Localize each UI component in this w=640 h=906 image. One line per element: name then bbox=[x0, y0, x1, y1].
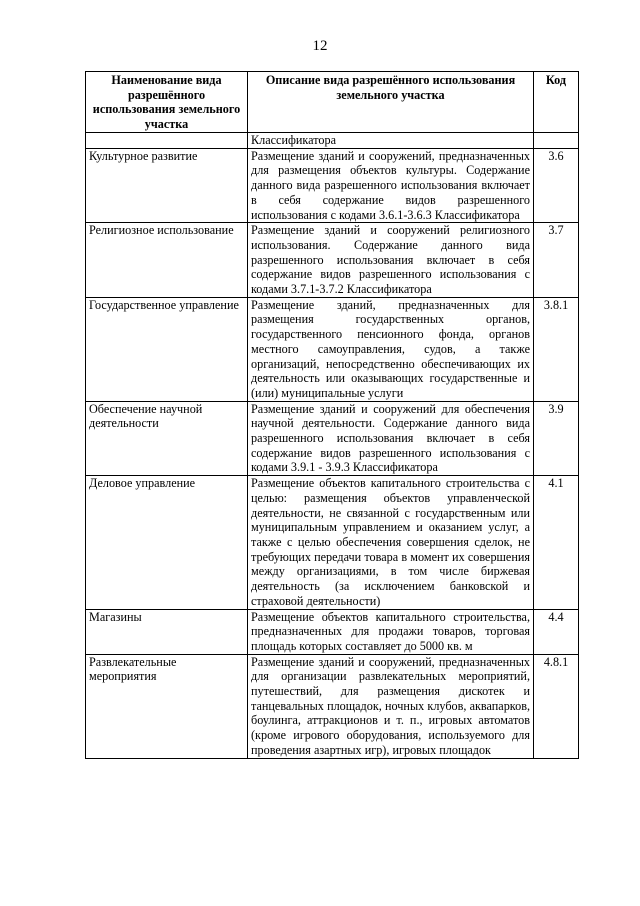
page-number: 12 bbox=[312, 38, 328, 54]
cell-name: Культурное развитие bbox=[86, 148, 248, 223]
cell-code: 4.1 bbox=[534, 476, 579, 609]
header-name: Наименование вида разрешённого использования земельного участка bbox=[86, 72, 248, 133]
cell-code: 3.6 bbox=[534, 148, 579, 223]
table-row bbox=[86, 401, 579, 476]
table-header-row bbox=[86, 72, 579, 133]
table-row bbox=[86, 654, 579, 758]
header-code: Код bbox=[534, 72, 579, 133]
cell-description: Размещение зданий и сооружений для обеспечения научной деятельности. Содержание данного вида разрешенного использования включает в себя содержание видов разрешенного использования с кодами 3.9.1 - 3.9.3 Классификатора bbox=[248, 401, 534, 476]
cell-name: Развлекательные мероприятия bbox=[86, 654, 248, 758]
land-use-table bbox=[85, 71, 579, 759]
table-row bbox=[86, 223, 579, 298]
cell-empty bbox=[534, 133, 579, 149]
cell-description: Размещение объектов капитального строительства, предназначенных для продажи товаров, торговая площадь которых составляет до 5000 кв. м bbox=[248, 609, 534, 654]
cell-code: 4.8.1 bbox=[534, 654, 579, 758]
cell-code: 3.7 bbox=[534, 223, 579, 298]
cell-empty bbox=[86, 133, 248, 149]
cell-description: Размещение зданий и сооружений, предназначенных для размещения объектов культуры. Содержание данного вида разрешенного использования включает в себя содержание видов разрешенного использования с кодами 3.6.1-3.6.3 Классификатора bbox=[248, 148, 534, 223]
cell-description: Размещение зданий и сооружений религиозного использования. Содержание данного вида разрешенного использования включает в себя содержание видов разрешенного использования с кодами 3.7.1-3.7.2 Классификатора bbox=[248, 223, 534, 298]
cell-description: Размещение объектов капитального строительства с целью: размещения объектов управленческой деятельности, не связанной с государственным или муниципальным управлением и оказанием услуг, а также с целью обеспечения совершения сделок, не требующих передачи товара в момент их совершения между организациями, в том числе биржевая деятельность (за исключением банковской и страховой деятельности) bbox=[248, 476, 534, 609]
cell-description: Размещение зданий, предназначенных для размещения государственных органов, государственного пенсионного фонда, органов местного самоуправления, судов, а также организаций, непосредственно обеспечивающих их деятельность или оказывающих государственные и (или) муниципальные услуги bbox=[248, 297, 534, 401]
table-row bbox=[86, 297, 579, 401]
cell-name: Магазины bbox=[86, 609, 248, 654]
cell-name: Государственное управление bbox=[86, 297, 248, 401]
cell-description: Размещение зданий и сооружений, предназначенных для организации развлекательных мероприятий, путешествий, для размещения дискотек и танцевальных площадок, ночных клубов, аквапарков, боулинга, аттракционов и т. п., игровых автоматов (кроме игрового оборудования, используемого для проведения азартных игр), игровых площадок bbox=[248, 654, 534, 758]
cell-code: 3.9 bbox=[534, 401, 579, 476]
table-row bbox=[86, 476, 579, 609]
cell-name: Обеспечение научной деятельности bbox=[86, 401, 248, 476]
table-row-continuation bbox=[86, 133, 579, 149]
table-row bbox=[86, 609, 579, 654]
cell-continuation: Классификатора bbox=[248, 133, 534, 149]
cell-name: Религиозное использование bbox=[86, 223, 248, 298]
cell-name: Деловое управление bbox=[86, 476, 248, 609]
table-row bbox=[86, 148, 579, 223]
cell-code: 4.4 bbox=[534, 609, 579, 654]
header-description: Описание вида разрешённого использования земельного участка bbox=[248, 72, 534, 133]
cell-code: 3.8.1 bbox=[534, 297, 579, 401]
